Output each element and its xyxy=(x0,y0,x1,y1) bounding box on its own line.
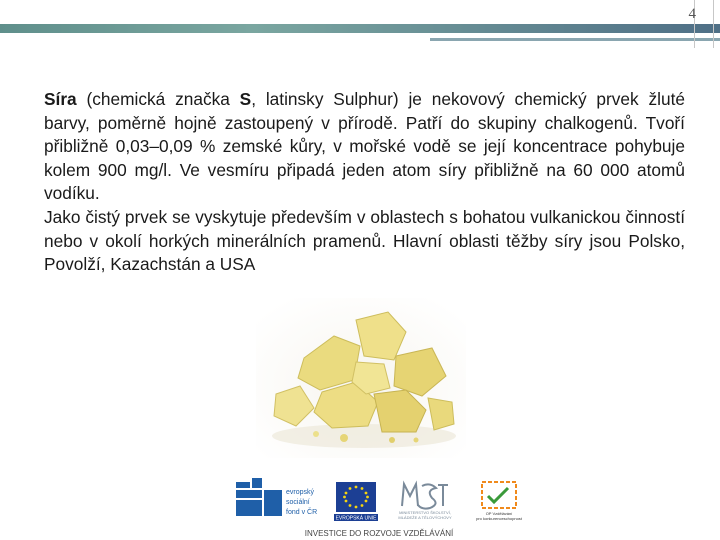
corner-decoration xyxy=(694,0,714,48)
paragraph-sulfur-definition xyxy=(44,88,685,206)
esf-line-1: evropský xyxy=(286,489,315,496)
term-sira: Síra xyxy=(44,89,77,109)
msmt-caption-2: MLÁDEŽE A TĚLOVÝCHOVY xyxy=(398,515,452,520)
eu-caption: EVROPSKÁ UNIE xyxy=(335,515,377,522)
esf-line-3: fond v ČR xyxy=(286,509,318,516)
body-text xyxy=(44,88,685,277)
op-caption-1: OP Vzdělávání xyxy=(485,511,513,516)
funding-logos xyxy=(234,476,524,540)
sulfur-lumps-photo xyxy=(256,298,466,458)
eu-flag-logo xyxy=(334,482,378,522)
header-accent-line xyxy=(430,38,720,41)
symbol-s: S xyxy=(239,89,252,109)
op-vk-logo xyxy=(476,482,523,521)
slogan: INVESTICE DO ROZVOJE VZDĚLÁVÁNÍ xyxy=(304,529,454,538)
page-number: 4 xyxy=(688,6,696,22)
header-bar xyxy=(0,24,720,33)
paragraph-1-part-a: (chemická značka xyxy=(76,89,240,109)
esf-line-2: sociální xyxy=(286,499,310,506)
op-caption-2: pro konkurenceschopnost xyxy=(476,516,522,521)
paragraph-1-part-b: , latinsky Sulphur) je nekovový chemický prvek žluté barvy, poměrně hojně zastoupený v přírodě. Patří do skupiny chalkogenů. Tvoří přibližně 0,03–0,09 % zemské kůry, v mořské vodě se její koncentrace pohybuje kolem 900 mg/l. Ve vesmíru připadá jeden atom síry přibližně na 60 000 atomů vodíku. xyxy=(44,89,686,204)
msmt-caption-1: MINISTERSTVO ŠKOLSTVÍ, xyxy=(399,510,451,515)
esf-logo xyxy=(236,478,317,516)
msmt-logo xyxy=(398,484,452,520)
paragraph-occurrence: Jako čistý prvek se vyskytuje především v oblastech s bohatou vulkanickou činností nebo v okolí horkých minerálních pramenů. Hlavní oblasti těžby síry jsou Polsko, Povolží, Kazachstán a USA xyxy=(44,206,685,275)
